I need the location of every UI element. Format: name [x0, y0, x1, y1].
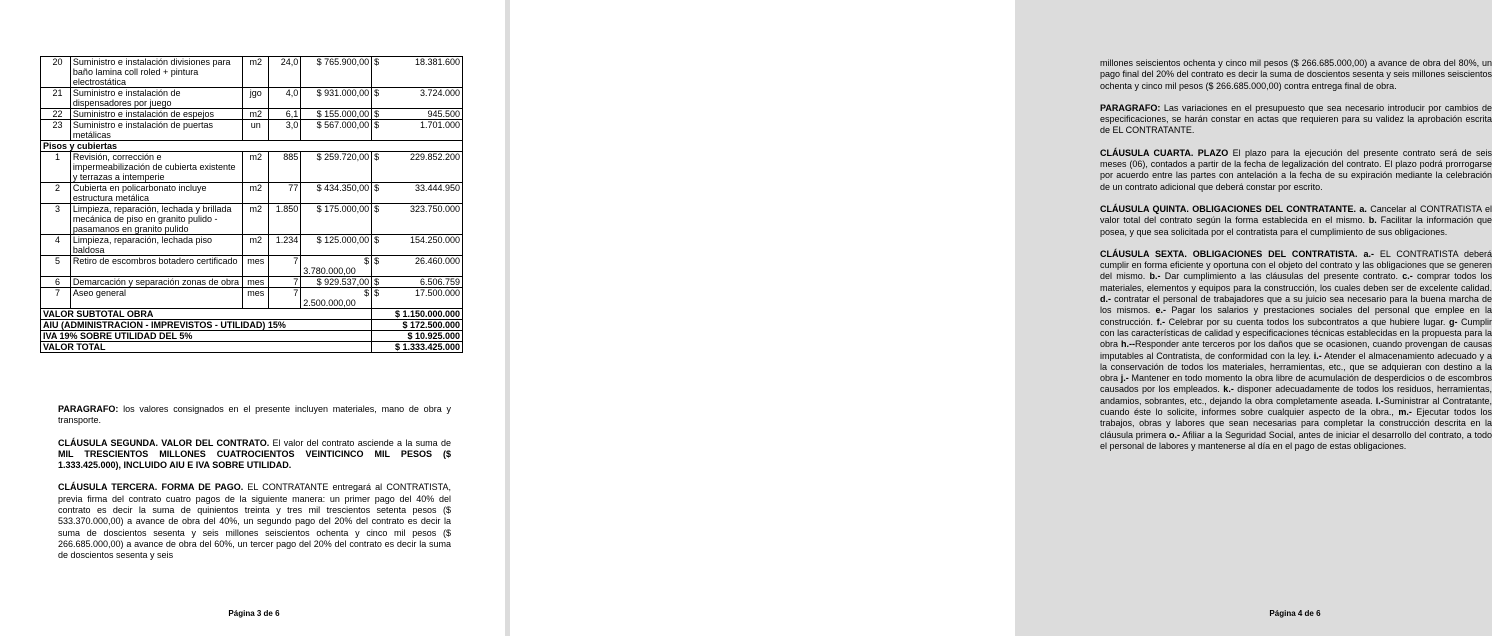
item-description: Aseo general	[70, 288, 242, 309]
item-text: contratar el personal de trabajadores que a su juicio sea necesario para la buena marcha de los mismos.	[1100, 294, 1492, 316]
total-currency: $	[374, 152, 380, 162]
total-currency: $	[374, 288, 380, 298]
item-total	[372, 109, 463, 120]
page-footer: Página 4 de 6	[1269, 609, 1321, 618]
table-row	[41, 204, 463, 235]
item-text: Mantener en todo momento la obra libre de acumulación de desperdicios o de escombros causados por los empleados.	[1100, 373, 1492, 395]
item-quantity: 885	[269, 152, 301, 183]
item-quantity: 1.850	[269, 204, 301, 235]
unit-price-currency: $	[364, 256, 370, 266]
item-total	[372, 256, 463, 277]
summary-value: $ 1.333.425.000	[372, 342, 463, 353]
item-number: 3	[41, 204, 71, 235]
item-total	[372, 120, 463, 141]
table-row	[41, 152, 463, 183]
total-currency: $	[374, 183, 380, 193]
item-label: e.-	[1150, 305, 1167, 316]
total-currency: $	[374, 256, 380, 266]
total-amount: 18.381.600	[414, 57, 460, 67]
item-description: Suministro e instalación divisiones para baño lamina coll roled + pintura electrostática	[70, 57, 242, 88]
clausula-segunda-text: El valor del contrato asciende a la suma de	[269, 437, 451, 448]
item-text: Celebrar por su cuenta todos los subcontratos a que hubiere lugar.	[1165, 316, 1446, 327]
paragrafo-text: los valores consignados en el presente incluyen materiales, mano de obra y transporte.	[58, 404, 451, 426]
clausula-tercera-heading: CLÁUSULA TERCERA. FORMA DE PAGO.	[58, 482, 244, 493]
page-4	[510, 0, 1492, 636]
item-number: 5	[41, 256, 71, 277]
item-unit-price: $ 125.000,00	[301, 235, 372, 256]
item-number: 2	[41, 183, 71, 204]
item-label: h.--	[1118, 339, 1135, 350]
unit-price-amount: 2.500.000,00	[303, 298, 356, 308]
item-text: Cancelar al CONTRATISTA el valor total del contrato según la forma establecida en el mismo.	[1100, 203, 1492, 226]
item-text: Ejecutar todos los trabajos, obras y labores que sean necesarias para completar la construcción descrita en la cláusula primera	[1100, 407, 1492, 440]
page-footer: Página 3 de 6	[228, 609, 280, 618]
paragrafo-text: Las variaciones en el presupuesto que sea necesario introducir por cambios de especificaciones, se harán constar en actas que requieren para su validez la aprobación escrita de EL CONTRATANTE.	[1100, 102, 1492, 136]
item-unit: jgo	[243, 88, 269, 109]
table-row	[41, 109, 463, 120]
item-number: 22	[41, 109, 71, 120]
item-number: 20	[41, 57, 71, 88]
item-total	[372, 88, 463, 109]
clausula-segunda	[58, 438, 451, 472]
item-text: Facilitar la información que posea, y que sea solicitada por el contratista para el cumplimiento de sus obligaciones.	[1100, 215, 1492, 237]
paragrafo	[58, 404, 451, 427]
item-label: f.-	[1153, 316, 1166, 327]
clausula-tercera	[58, 482, 451, 561]
clausula-cuarta-heading: CLÁUSULA CUARTA. PLAZO	[1100, 147, 1229, 158]
paragrafo	[1100, 103, 1492, 137]
item-total	[372, 277, 463, 288]
item-description: Demarcación y separación zonas de obra	[70, 277, 242, 288]
item-number: 21	[41, 88, 71, 109]
payment-continuation: millones seiscientos ochenta y cinco mil pesos ($ 266.685.000,00) a avance de obra del 80%, un pago final del 20% del contrato es decir la suma de doscientos sesenta y seis millones seiscientos ochenta y cinco mil pesos ($ 266.685.000,00) contra entrega final de obra.	[1100, 58, 1492, 91]
table-row	[41, 288, 463, 309]
item-label: b.-	[1145, 271, 1161, 282]
total-currency: $	[374, 57, 380, 67]
item-description: Suministro e instalación de dispensadores por juego	[70, 88, 242, 109]
item-label: g-	[1445, 316, 1458, 327]
item-unit-price: $ 175.000,00	[301, 204, 372, 235]
total-amount: 1.701.000	[419, 120, 460, 130]
item-label: a.-	[1357, 248, 1374, 259]
item-text: Cumplir con las características de calidad y especificaciones técnicas establecidas en la propuesta para la obra	[1100, 316, 1492, 350]
item-total	[372, 288, 463, 309]
item-unit: m2	[243, 183, 269, 204]
summary-value: $ 1.150.000.000	[372, 309, 463, 320]
summary-label: VALOR TOTAL	[41, 342, 372, 353]
item-label: i.-	[1310, 350, 1322, 361]
summary-row	[41, 342, 463, 353]
item-text: EL CONTRATISTA deberá cumplir en forma eficiente y oportuna con el objeto del contrato y las obligaciones que se generen del mismo.	[1100, 248, 1492, 282]
table-row	[41, 88, 463, 109]
item-unit-price: $ 931.000,00	[301, 88, 372, 109]
item-total	[372, 57, 463, 88]
item-unit: un	[243, 120, 269, 141]
page-3-text	[58, 404, 451, 573]
item-unit: m2	[243, 235, 269, 256]
total-currency: $	[374, 88, 380, 98]
unit-price-amount: 3.780.000,00	[303, 266, 356, 276]
summary-value: $ 172.500.000	[372, 320, 463, 331]
item-number: 1	[41, 152, 71, 183]
item-text: Suministrar al Contratante, cuando éste lo solicite, informes sobre cualquier aspecto de la obra.,	[1100, 395, 1492, 418]
item-unit-price	[301, 288, 372, 309]
total-amount: 26.460.000	[414, 256, 460, 266]
total-currency: $	[374, 235, 380, 245]
item-quantity: 77	[269, 183, 301, 204]
table-row	[41, 277, 463, 288]
item-description: Limpieza, reparación, lechada piso baldosa	[70, 235, 242, 256]
item-description: Suministro e instalación de puertas metálicas	[70, 120, 242, 141]
clausula-sexta	[1100, 249, 1492, 452]
table-row	[41, 235, 463, 256]
item-quantity: 7	[269, 288, 301, 309]
total-amount: 229.852.200	[409, 152, 460, 162]
total-currency: $	[374, 204, 380, 214]
item-quantity: 7	[269, 277, 301, 288]
page-4-text	[1100, 58, 1492, 463]
item-quantity: 4,0	[269, 88, 301, 109]
item-unit-price	[301, 256, 372, 277]
item-quantity: 7	[269, 256, 301, 277]
item-label: o.-	[1166, 429, 1180, 440]
item-unit-price: $ 155.000,00	[301, 109, 372, 120]
paragrafo-heading: PARAGRAFO:	[58, 404, 119, 414]
item-description: Cubierta en policarbonato incluye estructura metálica	[70, 183, 242, 204]
item-unit: mes	[243, 288, 269, 309]
item-text: Afiliar a la Seguridad Social, antes de iniciar el desarrollo del contrato, a todo el personal de labores y mantenerse al día en el pago de estas obligaciones.	[1100, 429, 1492, 451]
paragrafo-heading: PARAGRAFO:	[1100, 102, 1161, 113]
item-unit: mes	[243, 256, 269, 277]
item-number: 6	[41, 277, 71, 288]
summary-row	[41, 320, 463, 331]
summary-label: IVA 19% SOBRE UTILIDAD DEL 5%	[41, 331, 372, 342]
summary-label: AIU (ADMINISTRACION - IMPREVISTOS - UTILIDAD) 15%	[41, 320, 372, 331]
item-quantity: 24,0	[269, 57, 301, 88]
item-unit-price: $ 765.900,00	[301, 57, 372, 88]
clausula-quinta	[1100, 204, 1492, 238]
section-row	[41, 141, 463, 152]
item-description: Retiro de escombros botadero certificado	[70, 256, 242, 277]
table-row	[41, 120, 463, 141]
item-quantity: 1.234	[269, 235, 301, 256]
item-total	[372, 204, 463, 235]
total-amount: 33.444.950	[414, 183, 460, 193]
total-amount: 6.506.759	[419, 277, 460, 287]
total-amount: 17.500.000	[414, 288, 460, 298]
item-number: 7	[41, 288, 71, 309]
item-number: 4	[41, 235, 71, 256]
item-label: a.	[1355, 203, 1367, 214]
item-text: Pagar los salarios y prestaciones sociales del personal que emplee en la construcción.	[1100, 305, 1492, 327]
item-label: c.-	[1398, 271, 1413, 282]
section-title: Pisos y cubiertas	[41, 141, 463, 152]
clausula-tercera-text: EL CONTRATANTE entregará al CONTRATISTA, previa firma del contrato cuatro pagos de la siguiente manera: un primer pago del 40% del contrato es decir la suma de quinientos treinta y tres mil trescientos setenta pesos ($ 533.370.000,00) a avance de obra del 40%, un segundo pago del 20% del contrato es decir la suma de doscientos sesenta y seis millones seiscientos ochenta y cinco mil pesos ($ 266.685.000,00) a avance de obra del 60%, un tercer pago del 20% del contrato es decir la suma de doscientos sesenta y seis	[58, 482, 451, 561]
item-total	[372, 235, 463, 256]
clausula-cuarta-text: El plazo para la ejecución del presente contrato será de seis meses (06), contados a partir de la fecha de legalización del contrato. El plazo podrá prorrogarse por acuerdo entre las partes con antelación a la fecha de su expiración mediante la celebración de un contrato adicional que deberá constar por escrito.	[1100, 147, 1492, 192]
item-total	[372, 183, 463, 204]
item-number: 23	[41, 120, 71, 141]
table-row	[41, 57, 463, 88]
clausula-cuarta	[1100, 148, 1492, 193]
cost-table	[40, 56, 463, 353]
item-description: Suministro e instalación de espejos	[70, 109, 242, 120]
total-amount: 3.724.000	[419, 88, 460, 98]
item-unit-price: $ 434.350,00	[301, 183, 372, 204]
item-description: Revisión, corrección e impermeabilización de cubierta existente y terrazas a intemperie	[70, 152, 242, 183]
item-unit-price: $ 929.537,00	[301, 277, 372, 288]
item-unit-price: $ 567.000,00	[301, 120, 372, 141]
summary-row	[41, 309, 463, 320]
item-label: l.-	[1372, 395, 1384, 406]
item-unit: mes	[243, 277, 269, 288]
table-row	[41, 183, 463, 204]
item-label: d.-	[1100, 294, 1111, 305]
unit-price-currency: $	[364, 288, 370, 298]
item-unit: m2	[243, 57, 269, 88]
page-3	[0, 0, 505, 636]
clausula-segunda-heading: CLÁUSULA SEGUNDA. VALOR DEL CONTRATO.	[58, 437, 270, 448]
item-text: Dar cumplimiento a las cláusulas del presente contrato.	[1160, 271, 1398, 282]
item-label: b.	[1365, 215, 1377, 226]
total-currency: $	[374, 277, 380, 287]
clausula-quinta-heading: CLÁUSULA QUINTA. OBLIGACIONES DEL CONTRATANTE.	[1100, 203, 1356, 214]
item-quantity: 3,0	[269, 120, 301, 141]
item-label: j.-	[1118, 373, 1129, 384]
item-label: k.-	[1219, 384, 1234, 395]
item-label: m.-	[1393, 407, 1412, 418]
total-amount: 323.750.000	[409, 204, 460, 214]
item-text: Atender el almacenamiento adecuado y a la conservación de todos los materiales, herramientas, etc., que se adquieran con destino a la obra	[1100, 350, 1492, 384]
item-text: disponer adecuadamente de todos los residuos, herramientas, andamios, sobrantes, etc., dejando la obra completamente aseada.	[1100, 384, 1492, 406]
item-text: comprar todos los materiales, elementos y equipos para la construcción, los cuales deben ser de excelente calidad.	[1100, 271, 1492, 293]
item-text: Responder ante terceros por los daños que se ocasionen, cuando provengan de causas imputables al Contratista, de conformidad con la ley.	[1100, 339, 1492, 361]
table-row	[41, 256, 463, 277]
item-unit: m2	[243, 109, 269, 120]
total-currency: $	[374, 109, 380, 119]
summary-row	[41, 331, 463, 342]
clausula-sexta-heading: CLÁUSULA SEXTA. OBLIGACIONES DEL CONTRATISTA.	[1100, 248, 1358, 259]
total-amount: 945.500	[427, 109, 460, 119]
item-quantity: 6,1	[269, 109, 301, 120]
summary-label: VALOR SUBTOTAL OBRA	[41, 309, 372, 320]
clausula-segunda-amount: MIL TRESCIENTOS MILLONES CUATROCIENTOS VEINTICINCO MIL PESOS ($ 1.333.425.000), INCLUIDO AIU E IVA SOBRE UTILIDAD.	[58, 448, 451, 471]
item-unit-price: $ 259.720,00	[301, 152, 372, 183]
item-description: Limpieza, reparación, lechada y brillada mecánica de piso en granito pulido - pasamanos en granito pulido	[70, 204, 242, 235]
summary-value: $ 10.925.000	[372, 331, 463, 342]
item-unit: m2	[243, 204, 269, 235]
item-unit: m2	[243, 152, 269, 183]
item-total	[372, 152, 463, 183]
total-amount: 154.250.000	[409, 235, 460, 245]
total-currency: $	[374, 120, 380, 130]
